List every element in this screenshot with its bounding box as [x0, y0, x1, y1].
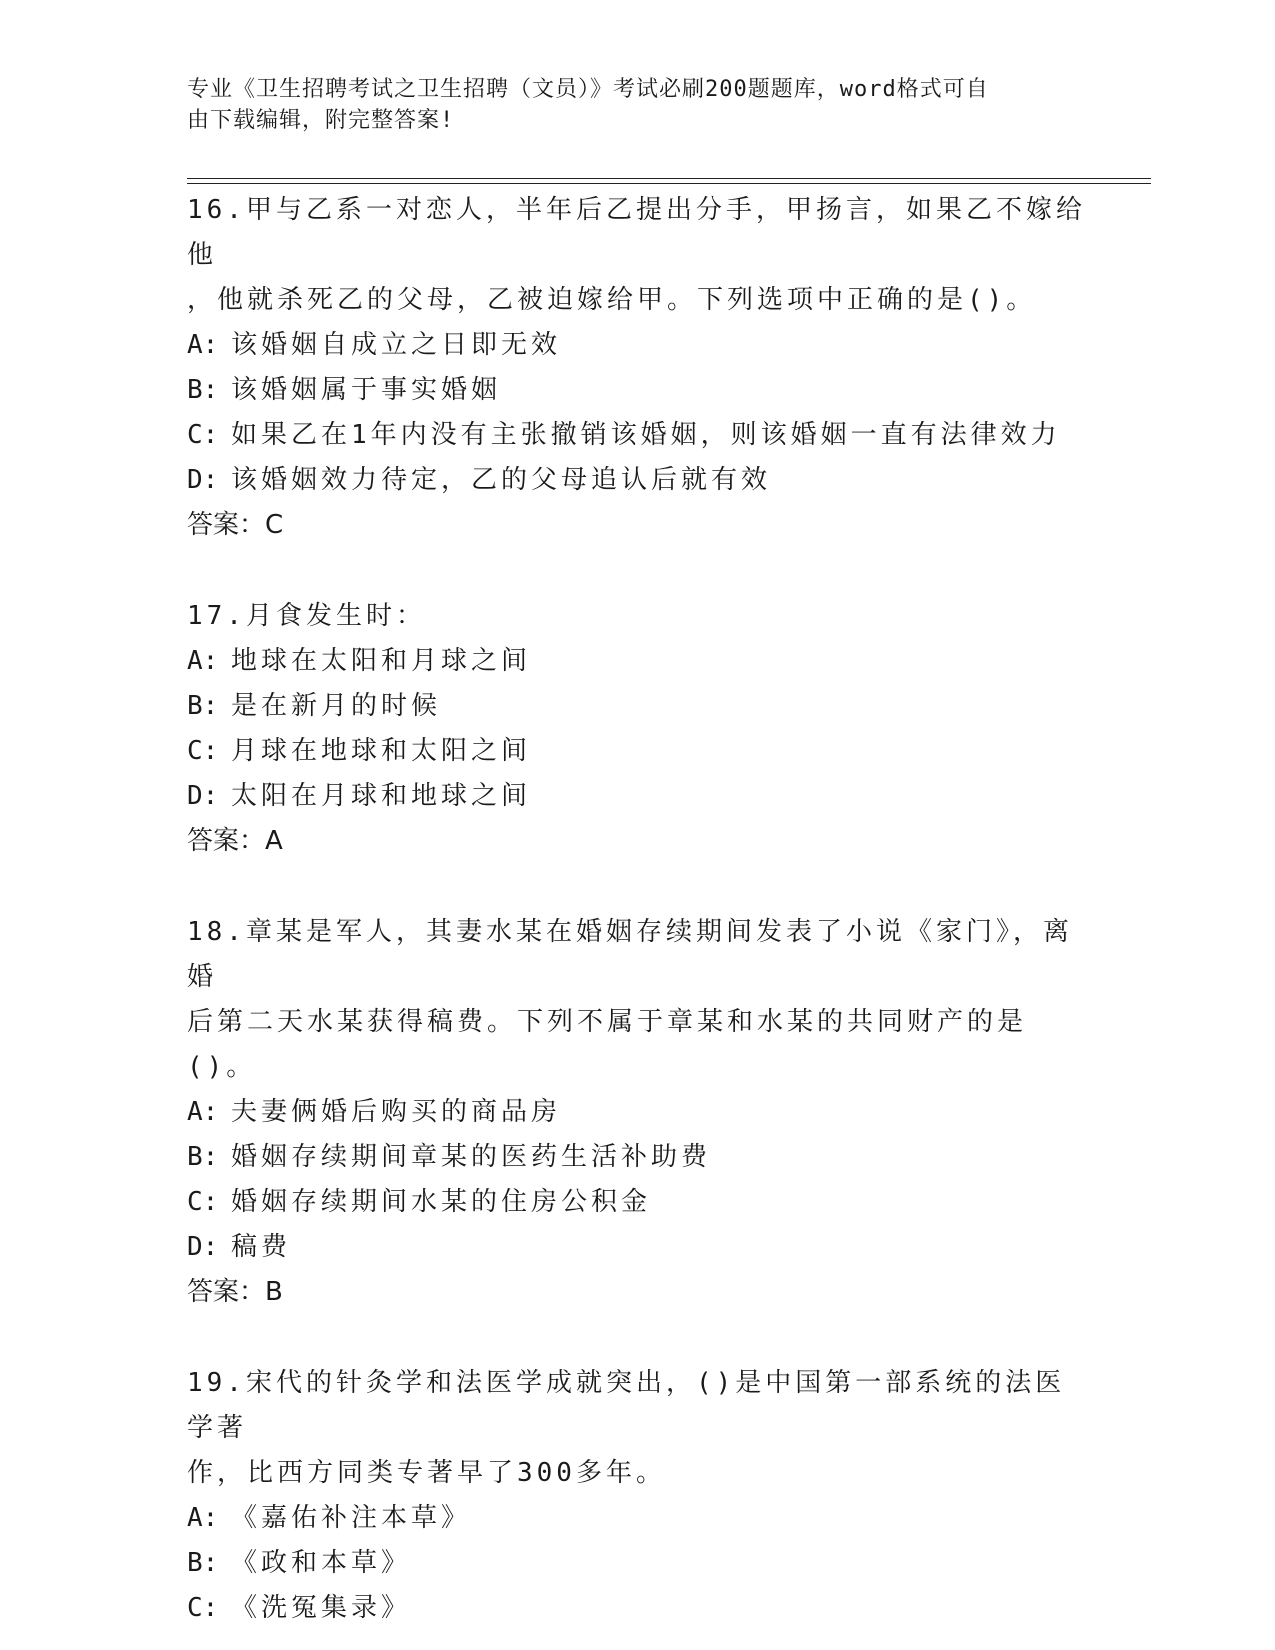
option-text: 如果乙在1年内没有主张撤销该婚姻，则该婚姻一直有法律效力: [231, 420, 1061, 450]
header-divider-bottom: [187, 183, 1151, 184]
spacer: [187, 864, 1087, 910]
option-letter: C:: [187, 1593, 219, 1623]
question-text-line: 16.甲与乙系一对恋人，半年后乙提出分手，甲扬言，如果乙不嫁给他: [187, 195, 1086, 270]
option-text: 太阳在月球和地球之间: [231, 781, 532, 811]
option-letter: C:: [187, 1187, 219, 1217]
question-19: [187, 1361, 1087, 1631]
option-text: 月球在地球和太阳之间: [231, 736, 532, 766]
option-text: 婚姻存续期间水某的住房公积金: [231, 1187, 652, 1217]
question-17: [187, 594, 1087, 864]
question-16: [187, 188, 1087, 548]
option-letter: A:: [187, 1503, 219, 1533]
question-text-line: 作，比西方同类专著早了300多年。: [187, 1458, 666, 1488]
question-text-line: 17.月食发生时：: [187, 601, 426, 631]
spacer: [187, 548, 1087, 594]
answer-line: 答案：C: [187, 510, 284, 540]
option-letter: B:: [187, 375, 219, 405]
header-line-1: 专业《卫生招聘考试之卫生招聘（文员）》考试必刷200题题库，word格式可自: [187, 77, 989, 102]
question-text-line: ，他就杀死乙的父母，乙被迫嫁给甲。下列选项中正确的是()。: [187, 285, 1037, 315]
option-text: 《政和本草》: [231, 1548, 412, 1578]
option-a: [187, 323, 1087, 368]
document-header: [187, 74, 1067, 136]
option-b: [187, 1541, 1087, 1586]
spacer: [187, 1315, 1087, 1361]
question-text-line: 18.章某是军人，其妻水某在婚姻存续期间发表了小说《家门》，离婚: [187, 917, 1073, 992]
option-letter: D:: [187, 465, 219, 495]
option-letter: D:: [187, 1232, 219, 1262]
option-text: 地球在太阳和月球之间: [231, 646, 532, 676]
option-text: 夫妻俩婚后购买的商品房: [231, 1097, 562, 1127]
option-text: 婚姻存续期间章某的医药生活补助费: [231, 1142, 712, 1172]
option-letter: C:: [187, 420, 219, 450]
question-text-line: 19.宋代的针灸学和法医学成就突出，()是中国第一部系统的法医学著: [187, 1368, 1066, 1443]
answer-line: 答案：B: [187, 1277, 283, 1307]
option-letter: A:: [187, 646, 219, 676]
option-a: [187, 1496, 1087, 1541]
option-b: [187, 684, 1087, 729]
option-text: 《洗冤集录》: [231, 1593, 412, 1623]
option-a: [187, 639, 1087, 684]
question-list: [187, 188, 1087, 1631]
option-letter: A:: [187, 330, 219, 360]
option-text: 是在新月的时候: [231, 691, 442, 721]
option-d: [187, 1225, 1087, 1270]
question-18: [187, 910, 1087, 1315]
answer-line: 答案：A: [187, 826, 283, 856]
header-line-2: 由下载编辑，附完整答案!: [187, 108, 455, 133]
option-c: [187, 729, 1087, 774]
option-c: [187, 413, 1087, 458]
option-letter: C:: [187, 736, 219, 766]
option-c: [187, 1586, 1087, 1631]
option-c: [187, 1180, 1087, 1225]
option-text: 《嘉佑补注本草》: [231, 1503, 472, 1533]
option-b: [187, 1135, 1087, 1180]
option-a: [187, 1090, 1087, 1135]
option-text: 稿费: [231, 1232, 292, 1262]
option-letter: B:: [187, 1548, 219, 1578]
option-letter: A:: [187, 1097, 219, 1127]
option-letter: D:: [187, 781, 219, 811]
option-text: 该婚姻属于事实婚姻: [231, 375, 502, 405]
option-d: [187, 458, 1087, 503]
option-d: [187, 774, 1087, 819]
option-letter: B:: [187, 1142, 219, 1172]
option-letter: B:: [187, 691, 219, 721]
question-text-line: 后第二天水某获得稿费。下列不属于章某和水某的共同财产的是()。: [187, 1007, 1028, 1082]
option-text: 该婚姻效力待定，乙的父母追认后就有效: [231, 465, 772, 495]
option-b: [187, 368, 1087, 413]
option-text: 该婚姻自成立之日即无效: [231, 330, 562, 360]
header-divider-top: [187, 178, 1151, 179]
